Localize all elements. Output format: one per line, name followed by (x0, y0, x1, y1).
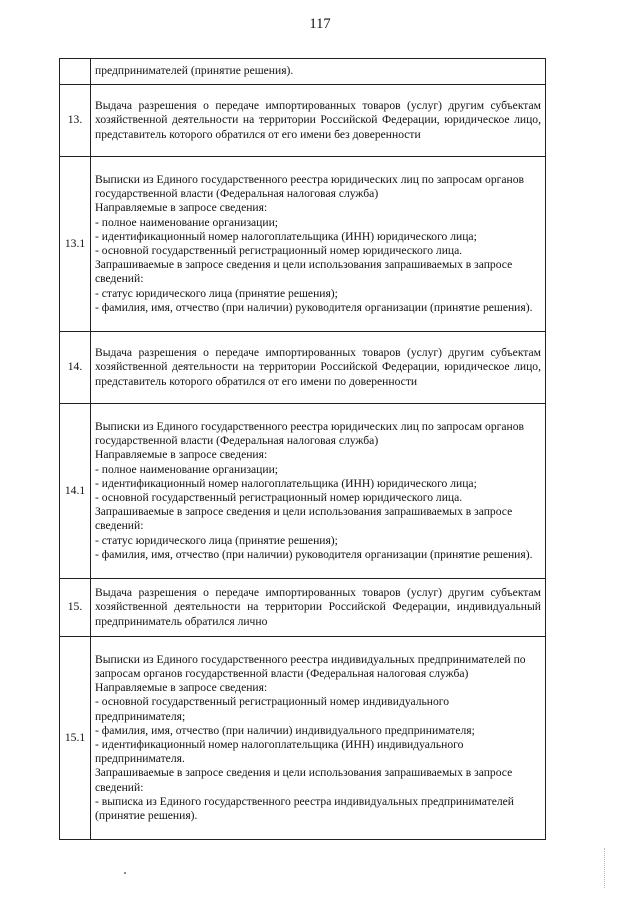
row-description (91, 157, 546, 332)
description-line: Направляемые в запросе сведения: (95, 201, 268, 215)
row-number: 13.1 (60, 157, 91, 332)
description-line: предпринимателей (принятие решения). (95, 64, 294, 78)
row-description (91, 59, 546, 85)
description-line: Запрашиваемые в запросе сведения и цели использования запрашиваемых в запросе сведений: (95, 766, 513, 794)
description-line: - полное наименование организации; (95, 215, 279, 229)
table-row-row-13 (60, 85, 546, 157)
description-line: Направляемые в запросе сведения: (95, 448, 268, 462)
scan-edge-mark (604, 848, 606, 888)
description-line: Выписки из Единого государственного реестра юридических лиц по запросам органов государственной власти (Федеральная налоговая служба) (95, 172, 525, 201)
row-description (91, 579, 546, 637)
description-line: - основной государственный регистрационный номер юридического лица. (95, 491, 463, 504)
description-line: Выдача разрешения о передаче импортированных товаров (услуг) другим субъектам хозяйственной деятельности на территории Российской Федерации, юридическое лицо, представитель которого обратился от его имени без доверенности (95, 99, 541, 141)
description-line: - идентификационный номер налогоплательщика (ИНН) юридического лица; (95, 229, 477, 243)
description-line: Запрашиваемые в запросе сведения и цели использования запрашиваемых в запросе сведений: (95, 258, 513, 286)
row-number: 15.1 (60, 637, 91, 840)
row-description (91, 637, 546, 840)
row-description (91, 404, 546, 579)
table-row-row-15-1 (60, 637, 546, 840)
table-row-row-continued (60, 59, 546, 85)
row-number: 13. (60, 85, 91, 157)
description-line: Направляемые в запросе сведения: (95, 681, 268, 695)
scan-speck (124, 872, 126, 874)
description-line: - фамилия, имя, отчество (при наличии) руководителя организации (принятие решения). (95, 300, 533, 314)
description-line: Выдача разрешения о передаче импортированных товаров (услуг) другим субъектам хозяйственной деятельности на территории Российской Федерации, индивидуальный предприниматель обратился лично (95, 586, 541, 628)
description-line: - фамилия, имя, отчество (при наличии) руководителя организации (принятие решения). (95, 547, 533, 561)
description-line: - фамилия, имя, отчество (при наличии) индивидуального предпринимателя; (95, 723, 475, 737)
description-line: - статус юридического лица (принятие решения); (95, 533, 338, 547)
row-description (91, 332, 546, 404)
services-table (59, 58, 546, 840)
description-line: Выписки из Единого государственного реестра юридических лиц по запросам органов государственной власти (Федеральная налоговая служба) (95, 419, 525, 448)
row-number: 14.1 (60, 404, 91, 579)
description-line: - полное наименование организации; (95, 462, 279, 476)
row-number: 15. (60, 579, 91, 637)
table-row-row-14 (60, 332, 546, 404)
table-row-row-13-1 (60, 157, 546, 332)
description-line: Выдача разрешения о передаче импортированных товаров (услуг) другим субъектам хозяйственной деятельности на территории Российской Федерации, юридическое лицо, представитель которого обратился от его имени по доверенности (95, 346, 541, 388)
table-row-row-14-1 (60, 404, 546, 579)
row-number (60, 59, 91, 85)
description-line: - выписка из Единого государственного реестра индивидуальных предпринимателей (принятие решения). (95, 794, 514, 823)
description-line: - идентификационный номер налогоплательщика (ИНН) юридического лица; (95, 476, 477, 490)
description-line: Запрашиваемые в запросе сведения и цели использования запрашиваемых в запросе сведений: (95, 505, 513, 533)
description-line: - статус юридического лица (принятие решения); (95, 286, 338, 300)
description-line: Выписки из Единого государственного реестра индивидуальных предпринимателей по запросам органов государственной власти (Федеральная налоговая служба) (95, 652, 526, 680)
description-line: - основной государственный регистрационный номер юридического лица. (95, 244, 463, 257)
description-line: - идентификационный номер налогоплательщика (ИНН) индивидуального предпринимателя. (95, 738, 464, 766)
table-row-row-15 (60, 579, 546, 637)
row-number: 14. (60, 332, 91, 404)
row-description (91, 85, 546, 157)
page-number: 117 (309, 16, 331, 32)
description-line: - основной государственный регистрационный номер индивидуального предпринимателя; (95, 695, 450, 723)
